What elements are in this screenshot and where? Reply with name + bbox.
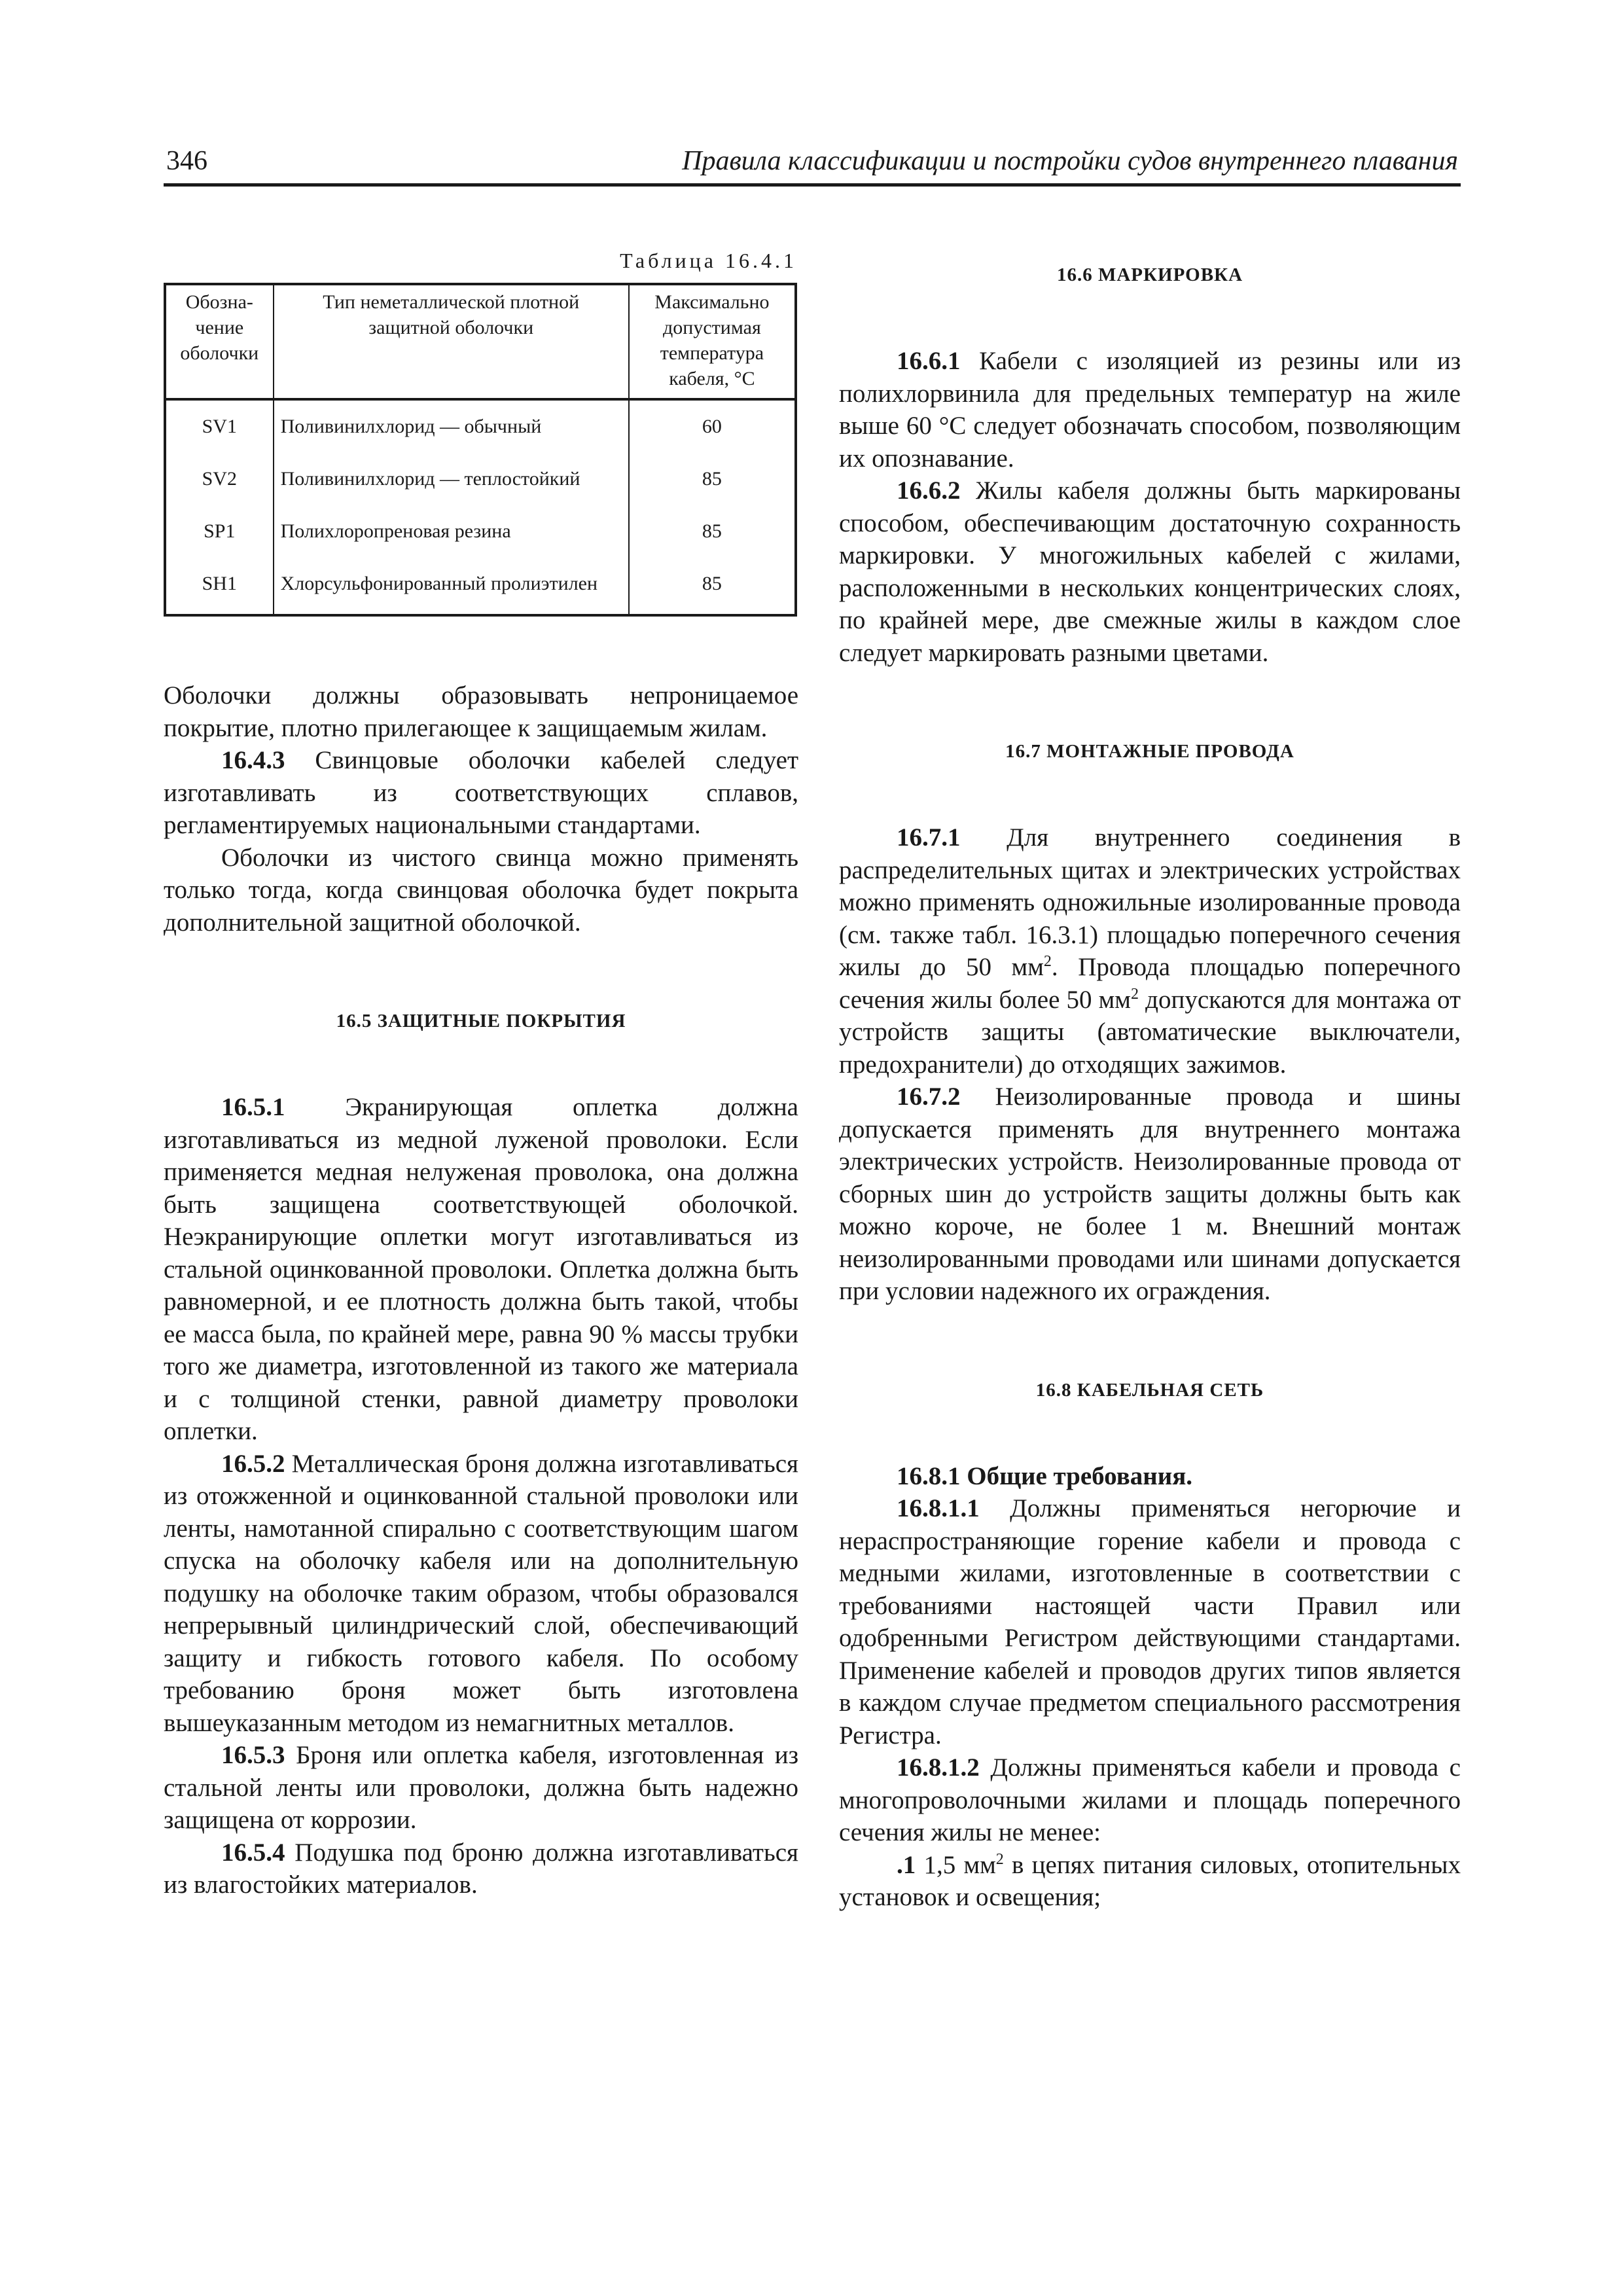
sheath-table bbox=[164, 283, 797, 617]
table-cell-code: SH1 bbox=[165, 558, 274, 615]
paragraph-text: Металлическая броня должна изготавливаться из отожженной и оцинкованной стальной проволоки или ленты, намотанной спирально с соответствующим шагом спуска на оболочку кабеля или на дополнительную подушку на оболочке таким образом, чтобы образовался непрерывный цилиндрический слой, обеспечивающий защиту и гибкость готового кабеля. По особому требованию броня может быть изготовлена вышеуказанным методом из немагнитных металлов. bbox=[164, 1449, 798, 1737]
superscript: 2 bbox=[1131, 985, 1139, 1003]
right-column bbox=[839, 264, 1461, 1914]
table-cell-type: Полихлоропреновая резина bbox=[274, 505, 629, 558]
table-row bbox=[165, 399, 796, 453]
subsection-heading: 16.8.1 Общие требования. bbox=[897, 1462, 1193, 1490]
section-title-16-6: 16.6 МАРКИРОВКА bbox=[1056, 264, 1243, 285]
paragraph-text: Неизолированные провода и шины допускается применять для внутреннего монтажа электрических устройств. Неизолированные провода от сборных шин до устройств защиты должны быть как можно короче, не более 1 м. Внешний монтаж неизолированными проводами или шинами допускается при условии надежного их ограждения. bbox=[839, 1083, 1461, 1305]
paragraph-16-7-2 bbox=[839, 1081, 1461, 1308]
paragraph-text: Должны применяться негорючие и нераспространяющие горение кабели и провода с медными жилами, изготовленные в соответствии с требованиями настоящей части Правил или одобренными Регистром действующими стандартами. Применение кабелей и проводов других типов является в каждом случае предметом специального рассмотрения Регистра. bbox=[839, 1494, 1461, 1749]
paragraph-text: в цепях питания силовых, отопительных установок и освещения; bbox=[839, 1850, 1461, 1911]
table-cell-code: SV1 bbox=[165, 399, 274, 453]
table-row bbox=[165, 505, 796, 558]
table-header-row bbox=[165, 284, 796, 399]
clause-number: 16.7.1 bbox=[897, 823, 961, 852]
table-cell-temp: 85 bbox=[629, 453, 796, 505]
section-title-16-5: 16.5 ЗАЩИТНЫЕ ПОКРЫТИЯ bbox=[336, 1011, 626, 1031]
paragraph-16-8-1 bbox=[839, 1460, 1461, 1493]
clause-number: 16.8.1.1 bbox=[897, 1494, 980, 1522]
table-cell-type: Хлорсульфонированный пролиэтилен bbox=[274, 558, 629, 615]
paragraph-16-5-1 bbox=[164, 1091, 798, 1448]
paragraph-text: Кабели с изоляцией из резины или из полихлорвинила для предельных температур на жиле выше 60 °С следует обозначать способом, позволяющим их опознавание. bbox=[839, 347, 1461, 473]
page-number: 346 bbox=[166, 146, 207, 176]
clause-number: 16.4.3 bbox=[221, 746, 285, 774]
paragraph-16-5-2 bbox=[164, 1448, 798, 1740]
paragraph-text: Подушка под броню должна изготавливаться из влагостойких материалов. bbox=[164, 1838, 798, 1899]
clause-number: 16.5.4 bbox=[221, 1838, 285, 1867]
superscript: 2 bbox=[1043, 953, 1052, 970]
paragraph-16-8-1-2 bbox=[839, 1751, 1461, 1849]
table-cell-code: SV2 bbox=[165, 453, 274, 505]
paragraph-16-4-3 bbox=[164, 744, 798, 842]
paragraph-text: допускаются для монтажа от устройств защиты (автоматические выключатели, предохранители) до отходящих зажимов. bbox=[839, 985, 1461, 1079]
paragraph-16-8-1-1 bbox=[839, 1492, 1461, 1751]
paragraph-text: Экранирующая оплетка должна изготавливаться из медной луженой проволоки. Если применяется медная нелуженая проволока, она должна быть защищена соответствующей оболочкой. Неэкранирующие оплетки могут изготавливаться из стальной оцинкованной проволоки. Оплетка должна быть равномерной, и ее плотность должна быть такой, чтобы ее масса была, по крайней мере, равна 90 % массы трубки того же диаметра, изготовленной из такого же материала и с толщиной стенки, равной диаметру проволоки оплетки. bbox=[164, 1093, 798, 1445]
left-column bbox=[164, 249, 798, 1901]
table-col-header: Тип неметаллической плотной защитной оболочки bbox=[274, 284, 629, 399]
table-cell-temp: 85 bbox=[629, 558, 796, 615]
table-cell-temp: 85 bbox=[629, 505, 796, 558]
table-cell-code: SP1 bbox=[165, 505, 274, 558]
paragraph-text: Жилы кабеля должны быть маркированы способом, обеспечивающим достаточную сохранность маркировки. У многожильных кабелей с жилами, расположенными в нескольких концентрических слоях, по крайней мере, две смежные жилы в каждом слое следует маркировать разными цветами. bbox=[839, 476, 1461, 667]
paragraph-shells: Оболочки должны образовывать непроницаемое покрытие, плотно прилегающее к защищаемым жилам. bbox=[164, 681, 798, 742]
table-caption: Таблица 16.4.1 bbox=[620, 249, 797, 272]
table-col-header: Максимально допустимая температура кабеля, °С bbox=[629, 284, 796, 399]
clause-number: 16.5.2 bbox=[221, 1449, 285, 1478]
page-header bbox=[164, 143, 1461, 187]
paragraph-16-6-1 bbox=[839, 345, 1461, 475]
section-title-16-7: 16.7 МОНТАЖНЫЕ ПРОВОДА bbox=[1005, 741, 1294, 762]
paragraph-16-6-2 bbox=[839, 475, 1461, 669]
table-row bbox=[165, 453, 796, 505]
clause-number: 16.7.2 bbox=[897, 1083, 961, 1111]
clause-number: 16.6.2 bbox=[897, 476, 961, 505]
paragraph-text: . Провода площадью поперечного сечения жилы более 50 мм bbox=[839, 953, 1461, 1014]
paragraph-lead-sheath: Оболочки из чистого свинца можно применять только тогда, когда свинцовая оболочка будет покрыта дополнительной защитной оболочкой. bbox=[164, 843, 798, 937]
table-cell-type: Поливинилхлорид — теплостойкий bbox=[274, 453, 629, 505]
table-row bbox=[165, 558, 796, 615]
clause-number: 16.6.1 bbox=[897, 347, 961, 375]
table-cell-type: Поливинилхлорид — обычный bbox=[274, 399, 629, 453]
paragraph-text: 1,5 мм bbox=[916, 1850, 996, 1879]
clause-number: 16.5.1 bbox=[221, 1093, 285, 1121]
table-cell-temp: 60 bbox=[629, 399, 796, 453]
superscript: 2 bbox=[995, 1850, 1004, 1868]
paragraph-text: Броня или оплетка кабеля, изготовленная из стальной ленты или проволоки, должна быть надежно защищена от коррозии. bbox=[164, 1741, 798, 1834]
clause-number: 16.8.1.2 bbox=[897, 1753, 980, 1782]
list-item-1 bbox=[839, 1849, 1461, 1914]
list-item-number: .1 bbox=[897, 1850, 916, 1879]
paragraph-16-5-4 bbox=[164, 1837, 798, 1901]
section-title-16-8: 16.8 КАБЕЛЬНАЯ СЕТЬ bbox=[1035, 1379, 1264, 1401]
table-col-header: Обозна- чение оболочки bbox=[165, 284, 274, 399]
clause-number: 16.5.3 bbox=[221, 1741, 285, 1769]
paragraph-text: Свинцовые оболочки кабелей следует изготавливать из соответствующих сплавов, регламентируемых национальными стандартами. bbox=[164, 746, 798, 839]
paragraph-16-5-3 bbox=[164, 1739, 798, 1837]
paragraph-text: Должны применяться кабели и провода с многопроволочными жилами и площадь поперечного сечения жилы не менее: bbox=[839, 1753, 1461, 1846]
paragraph-text: Для внутреннего соединения в распределительных щитах и электрических устройствах можно применять одножильные изолированные провода (см. также табл. 16.3.1) площадью поперечного сечения жилы до 50 мм bbox=[839, 823, 1461, 981]
running-title: Правила классификации и постройки судов внутреннего плавания bbox=[682, 146, 1458, 176]
paragraph-16-7-1 bbox=[839, 821, 1461, 1081]
